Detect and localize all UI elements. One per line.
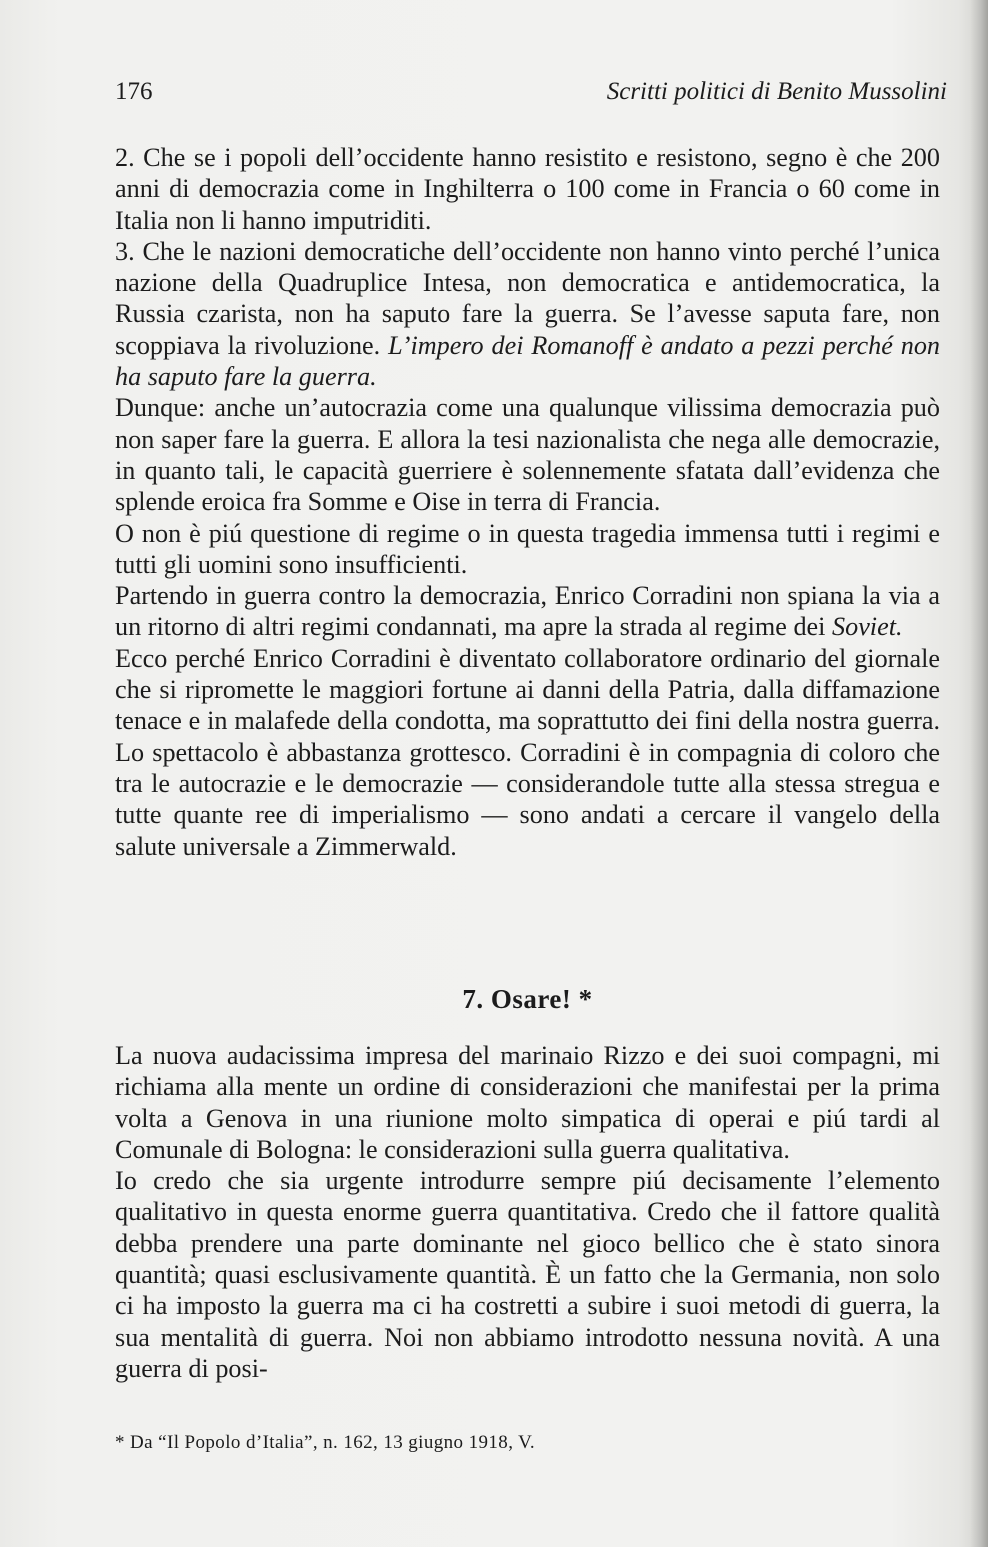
- paragraph-corradini-1-text: Partendo in guerra contro la democrazia, Enrico Corradini non spiana la via a un ritorno di altri regimi condannati, ma apre la strada al regime dei: [115, 581, 940, 642]
- paragraph-qualitativo: Io credo che sia urgente introdurre sempre piú decisamente l’elemento qualitativo in questa enorme guerra quantitativa. Credo che il fattore qualità debba prendere una parte dominante nel gioco bellico che è stato sinora quantità; quasi esclusivamente quantità. È un fatto che la Germania, non solo ci ha imposto la guerra ma ci ha costretti a subire i suoi metodi di guerra, la sua mentalità di guerra. Noi non abbiamo introdotto nessuna novità. A una guerra di posi-: [115, 1166, 940, 1383]
- running-title: Scritti politici di Benito Mussolini: [606, 78, 947, 105]
- paragraph-rizzo: La nuova audacissima impresa del marinaio Rizzo e dei suoi compagni, mi richiama alla mente un ordine di considerazioni che manifestai per la prima volta a Genova in una riunione molto simpatica di operai e piú tardi al Comunale di Bologna: le considerazioni sulla guerra qualitativa.: [115, 1041, 940, 1164]
- page-edge-shadow: [970, 0, 988, 1547]
- page-number: 176: [115, 78, 153, 105]
- paragraph-point-3: [115, 236, 940, 392]
- section-2-text: [115, 1040, 940, 1384]
- paragraph-point-2: 2. Che se i popoli dell’occidente hanno resistito e resistono, segno è che 200 anni di democrazia come in Inghilterra o 100 come in Francia o 60 come in Italia non li hanno imputriditi.: [115, 143, 940, 235]
- paragraph-point-3-text: 3. Che le nazioni democratiche dell’occidente non hanno vinto perché l’unica nazione della Quadruplice Intesa, non democratica e antidemocratica, la Russia czarista, non ha saputo fare la guerra. Se l’avesse saputa fare, non scoppiava la rivoluzione.: [115, 236, 940, 360]
- paragraph-soviet-italic: Soviet.: [832, 612, 903, 642]
- paragraph-regime: O non è piú questione di regime o in questa tragedia immensa tutti i regimi e tutti gli uomini sono insufficienti.: [115, 518, 940, 579]
- section-1-text: [115, 142, 940, 862]
- paragraph-dunque: Dunque: anche un’autocrazia come una qualunque vilissima democrazia può non saper fare la guerra. E allora la tesi nazionalista che nega alle democrazie, in quanto tali, le capacità guerriere è solennemente sfatata dall’evidenza che splende eroica fra Somme e Oise in terra di Francia.: [115, 393, 940, 517]
- paragraph-corradini-2: Ecco perché Enrico Corradini è diventato collaboratore ordinario del giornale che si ripromette le maggiori fortune ai danni della Patria, dalla diffamazione tenace e in malafede della condotta, ma soprattutto dei fini della nostra guerra. Lo spettacolo è abbastanza grottesco. Corradini è in compagnia di coloro che tra le autocrazie e le democrazie — considerandole tutte alla stessa stregua e tutte quante ree di imperialismo — sono andati a cercare il vangelo della salute universale a Zimmerwald.: [115, 643, 940, 861]
- footnote: * Da “Il Popolo d’Italia”, n. 162, 13 giugno 1918, V.: [115, 1432, 535, 1453]
- section-title: 7. Osare! *: [462, 984, 593, 1014]
- paragraph-point-3-italic: L’impero dei Romanoff è andato a pezzi perché non ha saputo fare la guerra.: [115, 330, 941, 392]
- page-header: [115, 78, 947, 114]
- paragraph-corradini-1: [115, 580, 940, 643]
